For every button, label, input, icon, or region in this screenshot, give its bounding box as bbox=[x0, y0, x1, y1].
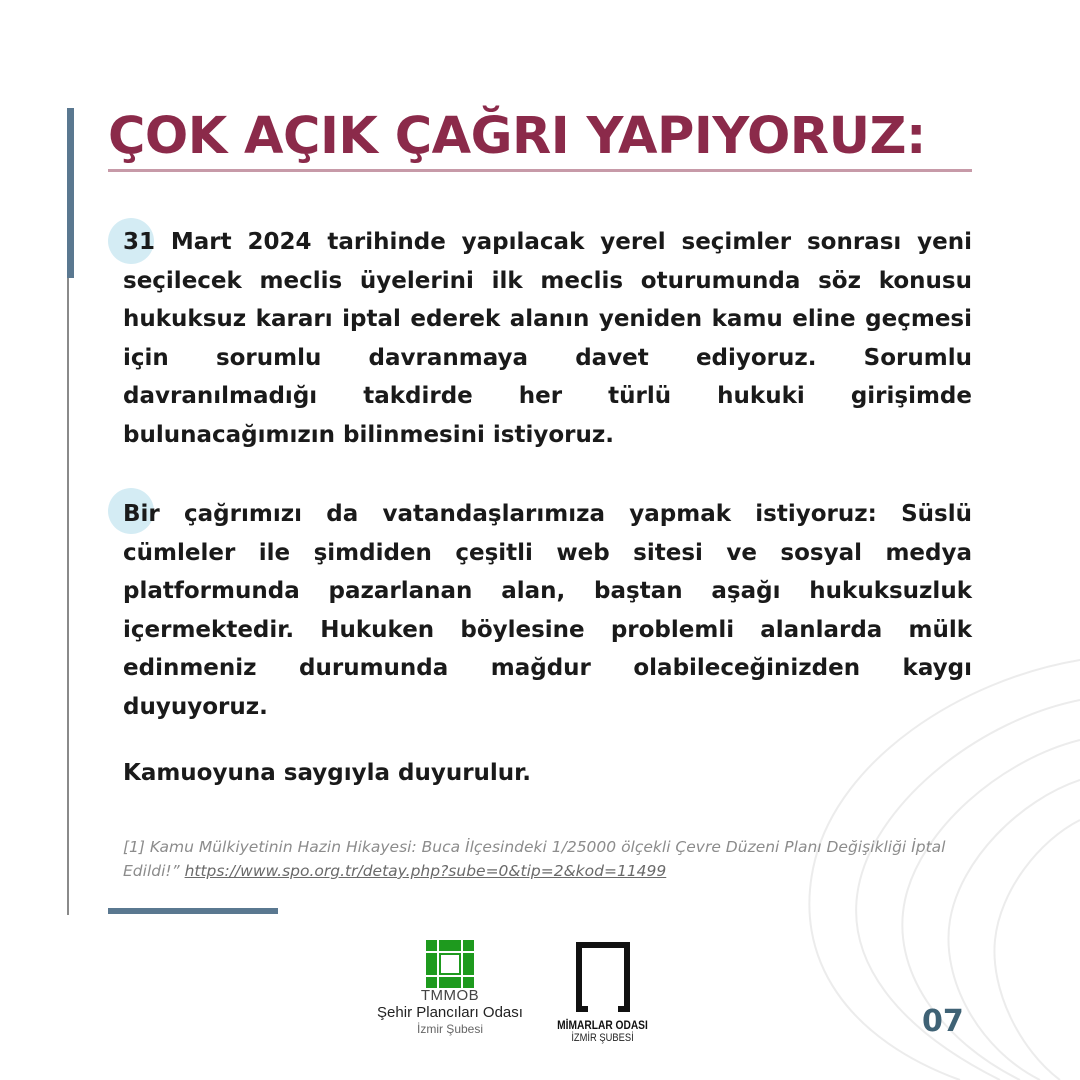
spo-logo-icon bbox=[426, 940, 474, 988]
accent-horizontal-bar bbox=[108, 908, 278, 914]
accent-vertical-bar bbox=[67, 108, 74, 278]
page-title: ÇOK AÇIK ÇAĞRI YAPIYORUZ: bbox=[108, 107, 926, 166]
footnote bbox=[123, 835, 972, 883]
spo-org-name: Şehir Plancıları Odası bbox=[377, 1004, 523, 1021]
mo-logo-icon bbox=[572, 940, 634, 1014]
spo-logo-block bbox=[360, 940, 540, 1037]
mo-org-name: MİMARLAR ODASI bbox=[557, 1018, 648, 1032]
spo-branch: İzmir Şubesi bbox=[416, 1022, 484, 1036]
vertical-divider-line bbox=[67, 278, 69, 915]
closing-statement: Kamuoyuna saygıyla duyurulur. bbox=[123, 760, 531, 786]
paragraph-1: 31 Mart 2024 tarihinde yapılacak yerel seçimler sonrası yeni seçilecek meclis üyelerini ilk meclis oturumunda söz konusu hukuksuz kararı iptal ederek alanın yeniden kamu eline geçmesi için sorumlu davranmaya davet ediyoruz. Sorumlu davranılmadığı takdirde her türlü hukuki girişimde bulunacağımızın bilinmesini istiyoruz. bbox=[123, 229, 972, 448]
mo-logo-block bbox=[545, 940, 660, 1045]
footnote-text: [1] Kamu Mülkiyetinin Hazin Hikayesi: Buca İlçesindeki 1/25000 ölçekli Çevre Düzeni Planı Değişikliği İptal Edildi!” bbox=[123, 838, 946, 880]
spo-org-acronym: TMMOB bbox=[420, 987, 480, 1004]
page-number: 07 bbox=[922, 1004, 964, 1039]
footnote-link[interactable]: https://www.spo.org.tr/detay.php?sube=0&tip=2&kod=11499 bbox=[184, 862, 667, 880]
paragraph-2: Bir çağrımızı da vatandaşlarımıza yapmak istiyoruz: Süslü cümleler ile şimdiden çeşitli web sitesi ve sosyal medya platformunda pazarlanan alan, baştan aşağı hukuksuzluk içermektedir. Hukuken böylesine problemli alanlarda mülk edinmeniz durumunda mağdur olabileceğinizden kaygı duyuyoruz. bbox=[123, 501, 972, 720]
title-underline bbox=[108, 169, 972, 172]
mo-branch: İZMİR ŞUBESİ bbox=[571, 1032, 634, 1044]
